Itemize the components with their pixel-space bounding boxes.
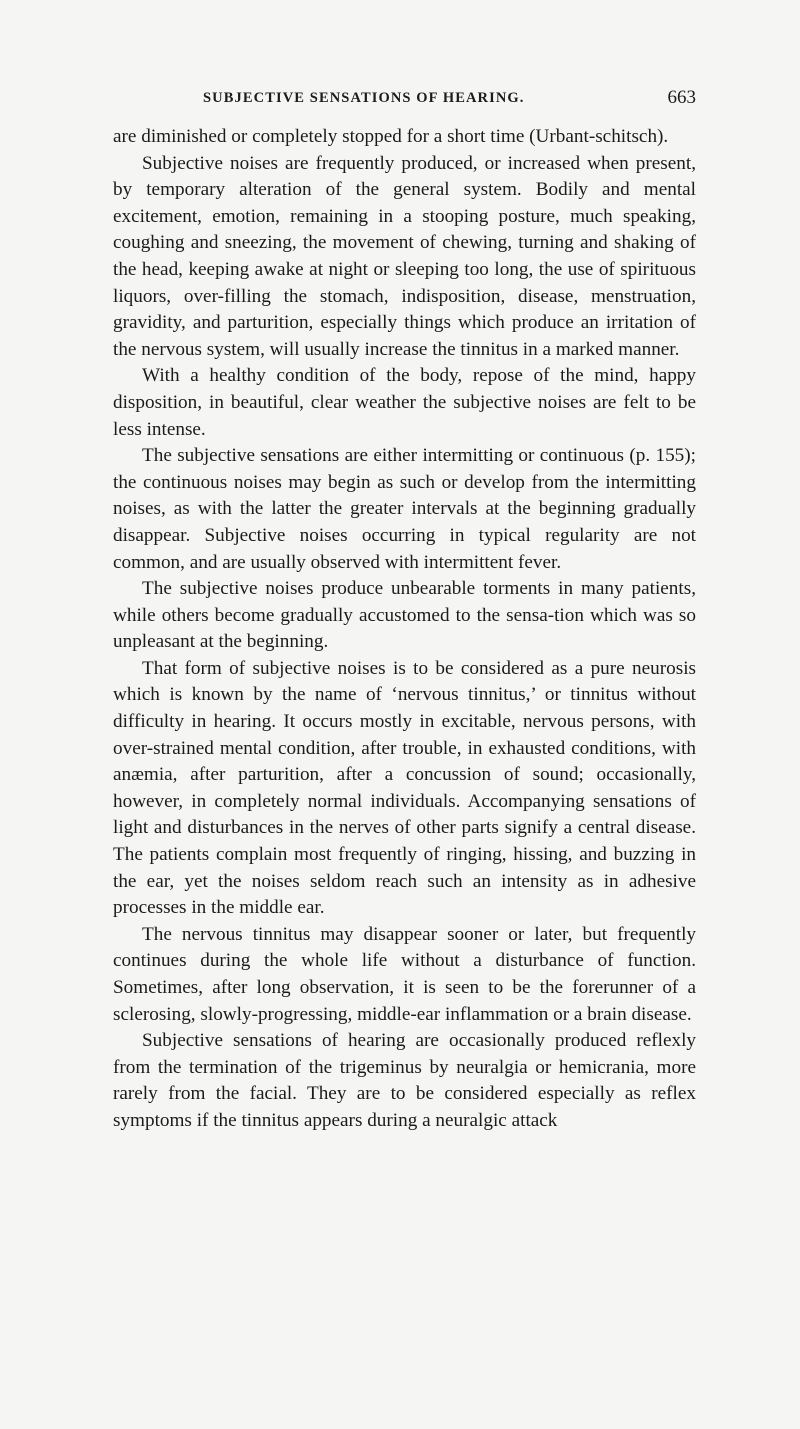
running-head	[113, 87, 696, 114]
paragraph: With a healthy condition of the body, repose of the mind, happy disposition, in beautiful, clear weather the subjective noises are felt to be less intense.	[113, 365, 696, 440]
paragraph: The subjective noises produce unbearable torments in many patients, while others become gradually accustomed to the sensa-tion which was so unpleasant at the beginning.	[113, 578, 696, 653]
book-page	[113, 87, 696, 1135]
running-title: SUBJECTIVE SENSATIONS OF HEARING.	[203, 90, 525, 106]
paragraph: The nervous tinnitus may disappear sooner or later, but frequently continues during the whole life without a disturbance of function. Sometimes, after long observation, it is seen to be the forerunner of a sclerosing, slowly-progressing, middle-ear inflammation or a brain disease.	[113, 923, 696, 1025]
paragraph: Subjective sensations of hearing are occasionally produced reflexly from the termination of the trigeminus by neuralgia or hemicrania, more rarely from the facial. They are to be considered especially as reflex symptoms if the tinnitus appears during a neuralgic attack	[113, 1030, 696, 1131]
paragraph: The subjective sensations are either intermitting or continuous (p. 155); the continuous noises may begin as such or develop from the intermitting noises, as with the latter the greater intervals at the beginning gradually disappear. Subjective noises occurring in typical regularity are not common, and are usually observed with intermittent fever.	[113, 445, 696, 573]
page-number: 663	[667, 87, 696, 108]
body-text	[113, 124, 696, 1135]
paragraph: That form of subjective noises is to be considered as a pure neurosis which is known by the name of ‘nervous tinnitus,’ or tinnitus without difficulty in hearing. It occurs mostly in excitable, nervous persons, with over-strained mental condition, after trouble, in exhausted conditions, with anæmia, after parturition, after a concussion of sound; occasionally, however, in completely normal individuals. Accompanying sensations of light and disturbances in the nerves of other parts signify a central disease. The patients complain most frequently of ringing, hissing, and buzzing in the ear, yet the noises seldom reach such an intensity as in adhesive processes in the middle ear.	[113, 657, 696, 919]
paragraph: are diminished or completely stopped for a short time (Urbant-schitsch).	[113, 126, 669, 147]
paragraph: Subjective noises are frequently produced, or increased when present, by temporary alteration of the general system. Bodily and mental excitement, emotion, remaining in a stooping posture, much speaking, coughing and sneezing, the movement of chewing, turning and shaking of the head, keeping awake at night or sleeping too long, the use of spirituous liquors, over-filling the stomach, indisposition, disease, menstruation, gravidity, and parturition, especially things which produce an irritation of the nervous system, will usually increase the tinnitus in a marked manner.	[113, 152, 696, 360]
